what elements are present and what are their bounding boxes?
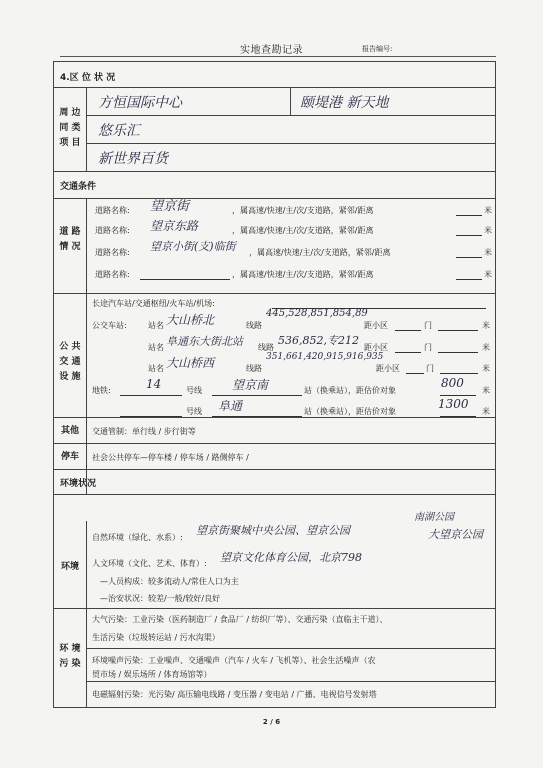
- bus-lines: 445,528,851,854,89: [266, 308, 368, 319]
- rule: [86, 143, 495, 144]
- surrounding-project-2: 颐堤港 新天地: [300, 95, 389, 111]
- survey-form-table: [53, 61, 496, 708]
- distance-blank: [438, 342, 478, 353]
- section-title-location: 4.区 位 状 况: [60, 73, 116, 83]
- subway-line-blank: [120, 406, 182, 417]
- air-pollution-text-2: 生活污染（垃圾转运站 / 污水沟渠）: [92, 633, 220, 642]
- subway-distance: 800: [441, 376, 464, 390]
- report-number-label: 报告编号:: [362, 45, 393, 53]
- subway-line-number: 14: [146, 377, 162, 391]
- distance-blank: [395, 342, 421, 353]
- surrounding-project-3: 悠乐汇: [98, 123, 140, 139]
- parking-text: 社会公共停车—停车楼 / 停车场 / 路侧停车 /: [92, 453, 249, 462]
- road-name-blank: [140, 269, 230, 280]
- road-name-value: 望京小街(支)临街: [150, 240, 236, 253]
- door-text: 门: [424, 321, 432, 330]
- other-label: 其他: [60, 426, 79, 436]
- road-name-label: 道路名称:: [95, 226, 130, 235]
- bus-lines: 351,661,420,915,916,935: [266, 352, 384, 362]
- station-prefix: 站名: [148, 364, 164, 373]
- air-pollution-text: 大气污染：工业污染（医药制造厂 / 食品厂 / 纺织厂等）、交通污染（直临主干道）、: [92, 615, 388, 624]
- security-status: —治安状况：较差/一般/较好/良好: [100, 594, 221, 603]
- surrounding-project-4: 新世界百货: [98, 151, 168, 167]
- line-prefix: 线路: [246, 321, 262, 330]
- bus-stop-label: 公交车站:: [92, 321, 127, 330]
- meter-text: 米: [482, 343, 490, 352]
- rule: [54, 494, 495, 495]
- meter-text: 米: [482, 364, 490, 373]
- public-transport-label: 公 共 交 通 设 施: [59, 342, 81, 382]
- road-type-text: ，属高速/快速/主/次/支道路，紧邻/距离: [232, 226, 374, 235]
- road-unit: 米: [484, 206, 492, 215]
- coach-station-label: 长途汽车站/交通枢纽/火车站/机场:: [92, 299, 215, 308]
- meter-text: 米: [482, 321, 490, 330]
- rule: [86, 648, 495, 649]
- rule: [86, 198, 87, 494]
- surrounding-project-1: 方恒国际中心: [98, 95, 182, 111]
- subway-distance: 1300: [438, 397, 469, 411]
- distance-blank: [395, 320, 421, 331]
- distance-blank: [438, 320, 478, 331]
- rule: [54, 443, 495, 444]
- door-text: 门: [426, 364, 434, 373]
- subway-station: 阜通: [218, 399, 243, 413]
- natural-env-value-extra: 大望京公园: [428, 528, 483, 541]
- surrounding-label: 周 边 同 类 项 目: [59, 108, 81, 148]
- natural-env-label: 自然环境（绿化、水系）:: [92, 533, 183, 542]
- rule: [86, 681, 495, 682]
- rule: [86, 521, 87, 707]
- distance-blank: [440, 363, 478, 374]
- road-name-value: 望京街: [150, 199, 190, 214]
- noise-pollution-text: 环境噪声污染：工业噪声、交通噪声（汽车 / 火车 / 飞机等）、社会生活噪声（农: [92, 656, 376, 665]
- subway-station-text: 站（换乘站），距估价对象: [304, 386, 396, 395]
- bus-stop-name: 阜通东大街北站: [166, 335, 243, 348]
- road-name-label: 道路名称:: [95, 270, 130, 279]
- traffic-control-text: 交通管制：单行线 / 步行街等: [92, 427, 196, 436]
- header-rule: [60, 56, 496, 57]
- station-prefix: 站名: [148, 321, 164, 330]
- subway-station-text: 站（换乘站），距估价对象: [304, 407, 396, 416]
- road-name-label: 道路名称:: [95, 248, 130, 257]
- road-distance-blank: [456, 269, 482, 280]
- station-prefix: 站名: [148, 343, 164, 352]
- rule: [54, 469, 495, 470]
- environment-label: 环境: [60, 562, 79, 572]
- line-prefix: 线路: [258, 343, 274, 352]
- subway-label: 地铁:: [92, 386, 111, 395]
- road-unit: 米: [484, 248, 492, 257]
- road-distance-blank: [456, 247, 482, 258]
- rule: [86, 87, 87, 171]
- road-label: 道 路 情 况: [59, 227, 81, 252]
- road-type-text: ，属高速/快速/主/次/支道路，紧邻/距离: [232, 270, 374, 279]
- line-prefix: 线路: [246, 364, 262, 373]
- bus-lines: 536,852,专212: [278, 334, 359, 347]
- road-name-label: 道路名称:: [95, 206, 130, 215]
- meter-text: 米: [482, 386, 490, 395]
- page-header-title: 实地查勘记录: [240, 45, 303, 56]
- page-number: 2 / 6: [262, 718, 281, 726]
- cultural-env-label: 人文环境（文化、艺术、体育）:: [92, 559, 207, 568]
- section-title-transport: 交通条件: [60, 182, 97, 192]
- subway-station: 望京南: [232, 378, 269, 392]
- em-pollution-text: 电磁辐射污染：光污染/ 高压输电线路 / 变压器 / 变电站 / 广播、电视信号发射塔: [92, 690, 377, 699]
- distance-label: 距小区: [364, 343, 388, 352]
- rule: [54, 417, 495, 418]
- subway-line-word: 号线: [186, 386, 202, 395]
- road-distance-blank: [456, 225, 482, 236]
- rule: [54, 87, 495, 88]
- road-type-text: ，属高速/快速/主/次/支道路，紧邻/距离: [249, 248, 391, 257]
- distance-blank: [406, 363, 424, 374]
- rule: [54, 608, 495, 609]
- noise-pollution-text-2: 贸市场 / 娱乐场所 / 体育场馆等）: [92, 670, 212, 679]
- natural-env-value-extra: 南湖公园: [414, 512, 454, 523]
- rule: [86, 115, 495, 116]
- distance-label: 距小区: [376, 364, 400, 373]
- rule: [54, 293, 495, 294]
- road-unit: 米: [484, 270, 492, 279]
- natural-env-value: 望京街聚城中央公园、望京公园: [196, 524, 350, 537]
- distance-label: 距小区: [364, 321, 388, 330]
- road-name-value: 望京东路: [150, 219, 199, 233]
- parking-label: 停车: [60, 452, 79, 462]
- bus-stop-name: 大山桥北: [166, 313, 215, 327]
- rule: [54, 198, 495, 199]
- subway-line-word: 号线: [186, 407, 202, 416]
- door-text: 门: [424, 343, 432, 352]
- pollution-label: 环 境 污 染: [59, 644, 81, 669]
- road-distance-blank: [456, 205, 482, 216]
- section-title-environment: 环境状况: [60, 479, 97, 489]
- rule: [54, 171, 495, 172]
- rule: [290, 87, 291, 115]
- bus-stop-name: 大山桥西: [166, 356, 215, 370]
- population-composition: —人员构成：较多流动人/常住人口为主: [100, 577, 239, 586]
- meter-text: 米: [482, 407, 490, 416]
- cultural-env-value: 望京文化体育公园，北京798: [220, 551, 362, 564]
- road-unit: 米: [484, 226, 492, 235]
- road-type-text: ，属高速/快速/主/次/支道路，紧邻/距离: [232, 206, 374, 215]
